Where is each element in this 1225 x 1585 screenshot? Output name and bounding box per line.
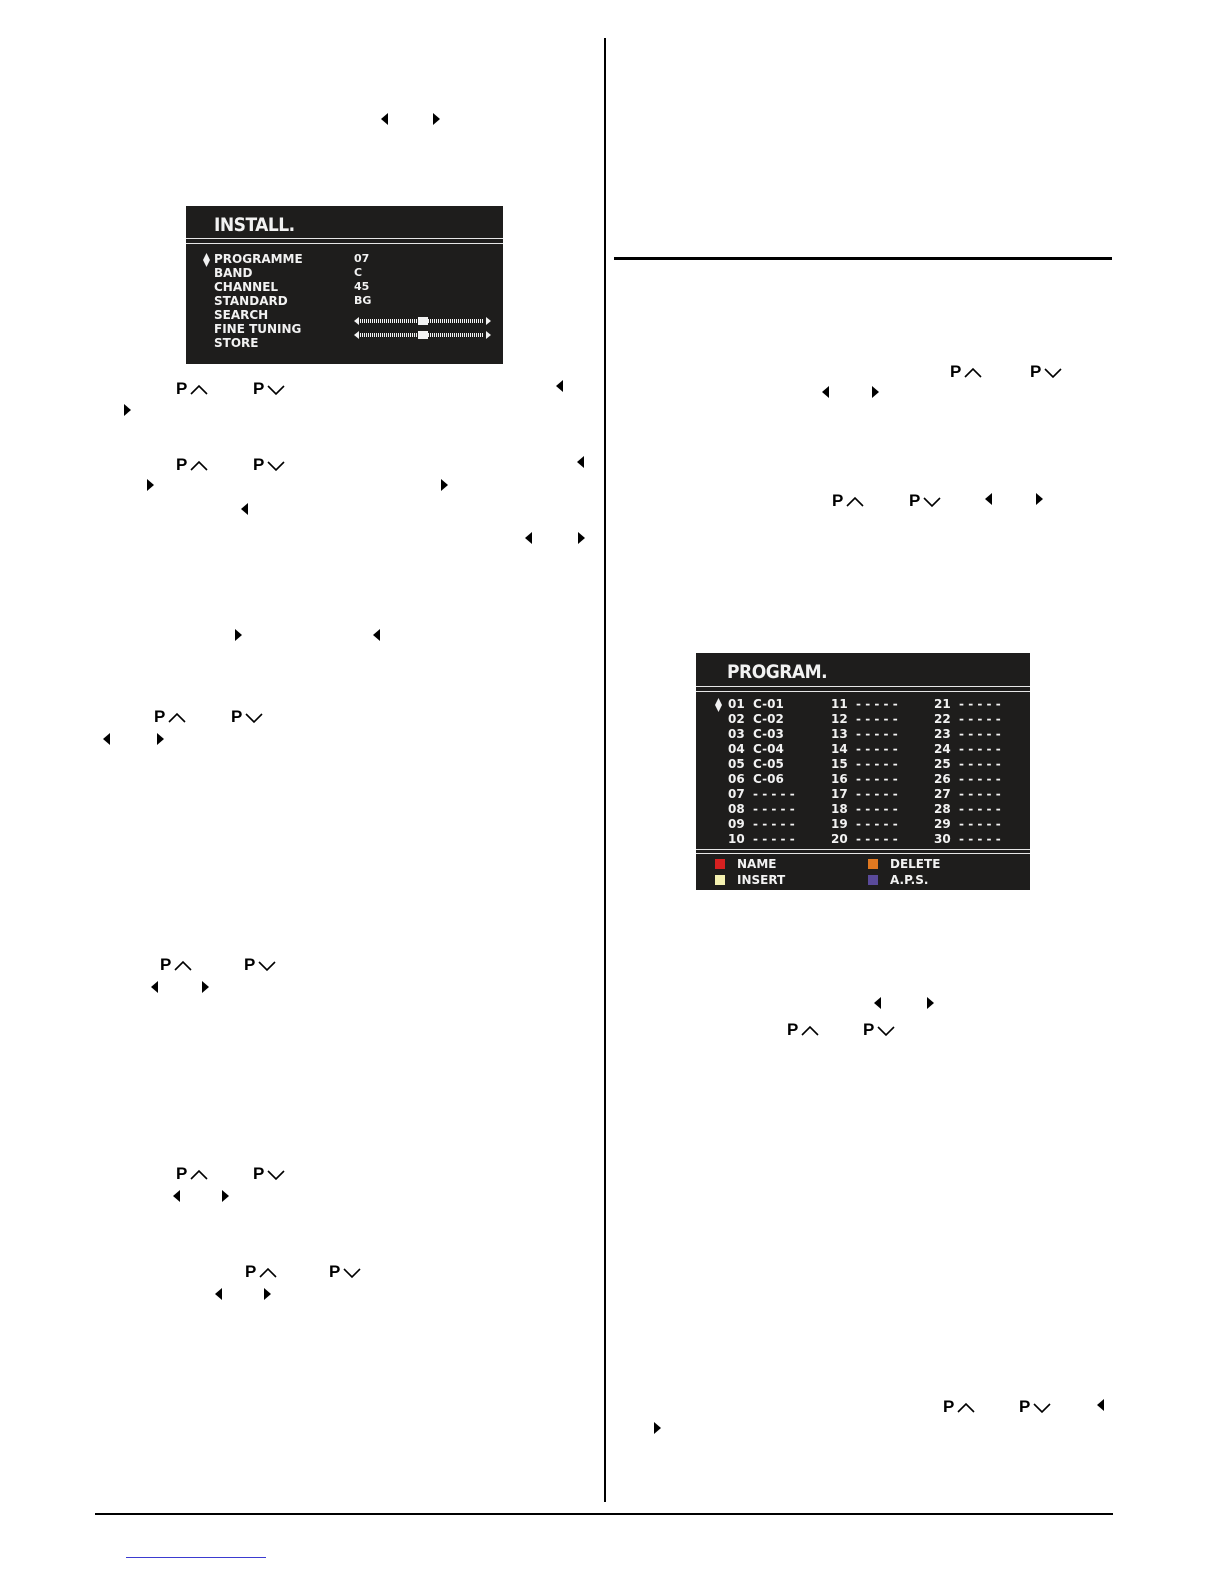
p-up-button-icon: P (176, 1165, 209, 1182)
selector-icon (203, 252, 210, 266)
program-list-item[interactable]: 20 - - - - - (831, 832, 898, 846)
program-list-item[interactable]: 19 - - - - - (831, 817, 898, 831)
left-arrow-icon (151, 981, 158, 993)
left-arrow-icon (215, 1288, 222, 1300)
p-down-button-icon: P (253, 380, 286, 397)
footer-rule (95, 1513, 1113, 1515)
standard-value: BG (354, 294, 372, 307)
program-list-item[interactable]: 07 - - - - - (728, 787, 795, 801)
program-list-item[interactable]: 16 - - - - - (831, 772, 898, 786)
p-up-button-icon: P (950, 363, 983, 380)
program-list-item[interactable]: 15 - - - - - (831, 757, 898, 771)
program-list-item[interactable]: 01 C-01 (728, 697, 784, 711)
p-down-button-icon: P (231, 708, 264, 725)
p-down-button-icon: P (909, 492, 942, 509)
p-down-button-icon: P (329, 1263, 362, 1280)
program-list-item[interactable]: 28 - - - - - (934, 802, 1001, 816)
left-arrow-icon (577, 456, 584, 468)
right-arrow-icon (927, 997, 934, 1009)
right-arrow-icon (235, 629, 242, 641)
program-list-item[interactable]: 23 - - - - - (934, 727, 1001, 741)
selector-icon (715, 697, 722, 711)
program-list-item[interactable]: 26 - - - - - (934, 772, 1001, 786)
p-up-button-icon: P (154, 708, 187, 725)
p-up-button-icon: P (245, 1263, 278, 1280)
right-arrow-icon (264, 1288, 271, 1300)
program-list-item[interactable]: 08 - - - - - (728, 802, 795, 816)
fine-tuning-slider[interactable] (354, 325, 491, 335)
program-list-item[interactable]: 29 - - - - - (934, 817, 1001, 831)
right-arrow-icon (157, 733, 164, 745)
program-list-item[interactable]: 11 - - - - - (831, 697, 898, 711)
program-list-item[interactable]: 12 - - - - - (831, 712, 898, 726)
left-arrow-icon (103, 733, 110, 745)
section-rule (614, 257, 1112, 260)
program-list-item[interactable]: 14 - - - - - (831, 742, 898, 756)
program-menu (696, 653, 1030, 890)
left-arrow-icon (822, 386, 829, 398)
right-arrow-icon (147, 479, 154, 491)
program-list-item[interactable]: 25 - - - - - (934, 757, 1001, 771)
left-arrow-icon (985, 493, 992, 505)
program-list-item[interactable]: 04 C-04 (728, 742, 784, 756)
right-arrow-icon (433, 113, 440, 125)
right-arrow-icon (124, 404, 131, 416)
p-up-button-icon: P (176, 380, 209, 397)
menu-item-fine-tuning[interactable]: FINE TUNING (214, 322, 302, 336)
p-up-button-icon: P (787, 1021, 820, 1038)
program-list-item[interactable]: 27 - - - - - (934, 787, 1001, 801)
install-menu-title: INSTALL. (214, 214, 295, 236)
left-arrow-icon (373, 629, 380, 641)
menu-item-band[interactable]: BAND (214, 266, 253, 280)
left-arrow-icon (241, 503, 248, 515)
left-arrow-icon (381, 113, 388, 125)
programme-value: 07 (354, 252, 370, 265)
menu-item-channel[interactable]: CHANNEL (214, 280, 279, 294)
program-list-item[interactable]: 18 - - - - - (831, 802, 898, 816)
program-list-item[interactable]: 24 - - - - - (934, 742, 1001, 756)
p-up-button-icon: P (160, 956, 193, 973)
menu-item-search[interactable]: SEARCH (214, 308, 269, 322)
orange-key-icon (868, 859, 878, 869)
legend-insert: INSERT (737, 873, 786, 887)
p-down-button-icon: P (244, 956, 277, 973)
p-down-button-icon: P (1019, 1398, 1052, 1415)
legend-name: NAME (737, 857, 777, 871)
menu-item-store[interactable]: STORE (214, 336, 259, 350)
right-arrow-icon (578, 532, 585, 544)
program-list-item[interactable]: 03 C-03 (728, 727, 784, 741)
footer-link-underline (126, 1557, 266, 1558)
program-list-item[interactable]: 30 - - - - - (934, 832, 1001, 846)
program-list-item[interactable]: 06 C-06 (728, 772, 784, 786)
program-list-item[interactable]: 05 C-05 (728, 757, 784, 771)
right-arrow-icon (202, 981, 209, 993)
left-arrow-icon (525, 532, 532, 544)
p-down-button-icon: P (863, 1021, 896, 1038)
legend-delete: DELETE (890, 857, 941, 871)
program-list-item[interactable]: 13 - - - - - (831, 727, 898, 741)
p-up-button-icon: P (943, 1398, 976, 1415)
left-arrow-icon (874, 997, 881, 1009)
band-value: C (354, 266, 363, 279)
legend-aps: A.P.S. (890, 873, 929, 887)
right-arrow-icon (1036, 493, 1043, 505)
left-arrow-icon (173, 1190, 180, 1202)
program-list-item[interactable]: 17 - - - - - (831, 787, 898, 801)
program-list-item[interactable]: 21 - - - - - (934, 697, 1001, 711)
right-arrow-icon (872, 386, 879, 398)
right-arrow-icon (654, 1422, 661, 1434)
install-menu (186, 206, 503, 364)
p-up-button-icon: P (832, 492, 865, 509)
menu-item-standard[interactable]: STANDARD (214, 294, 288, 308)
program-list-item[interactable]: 22 - - - - - (934, 712, 1001, 726)
search-slider[interactable] (354, 311, 491, 321)
program-list-item[interactable]: 02 C-02 (728, 712, 784, 726)
p-up-button-icon: P (176, 456, 209, 473)
program-list-item[interactable]: 09 - - - - - (728, 817, 795, 831)
program-menu-title: PROGRAM. (727, 661, 828, 683)
red-key-icon (715, 859, 725, 869)
p-down-button-icon: P (253, 456, 286, 473)
right-arrow-icon (441, 479, 448, 491)
blue-key-icon (868, 875, 878, 885)
column-divider (604, 38, 606, 1502)
right-arrow-icon (222, 1190, 229, 1202)
menu-item-programme[interactable]: PROGRAMME (214, 252, 303, 266)
channel-value: 45 (354, 280, 370, 293)
p-down-button-icon: P (1030, 363, 1063, 380)
yellow-key-icon (715, 875, 725, 885)
p-down-button-icon: P (253, 1165, 286, 1182)
left-arrow-icon (556, 380, 563, 392)
left-arrow-icon (1097, 1399, 1104, 1411)
program-list-item[interactable]: 10 - - - - - (728, 832, 795, 846)
